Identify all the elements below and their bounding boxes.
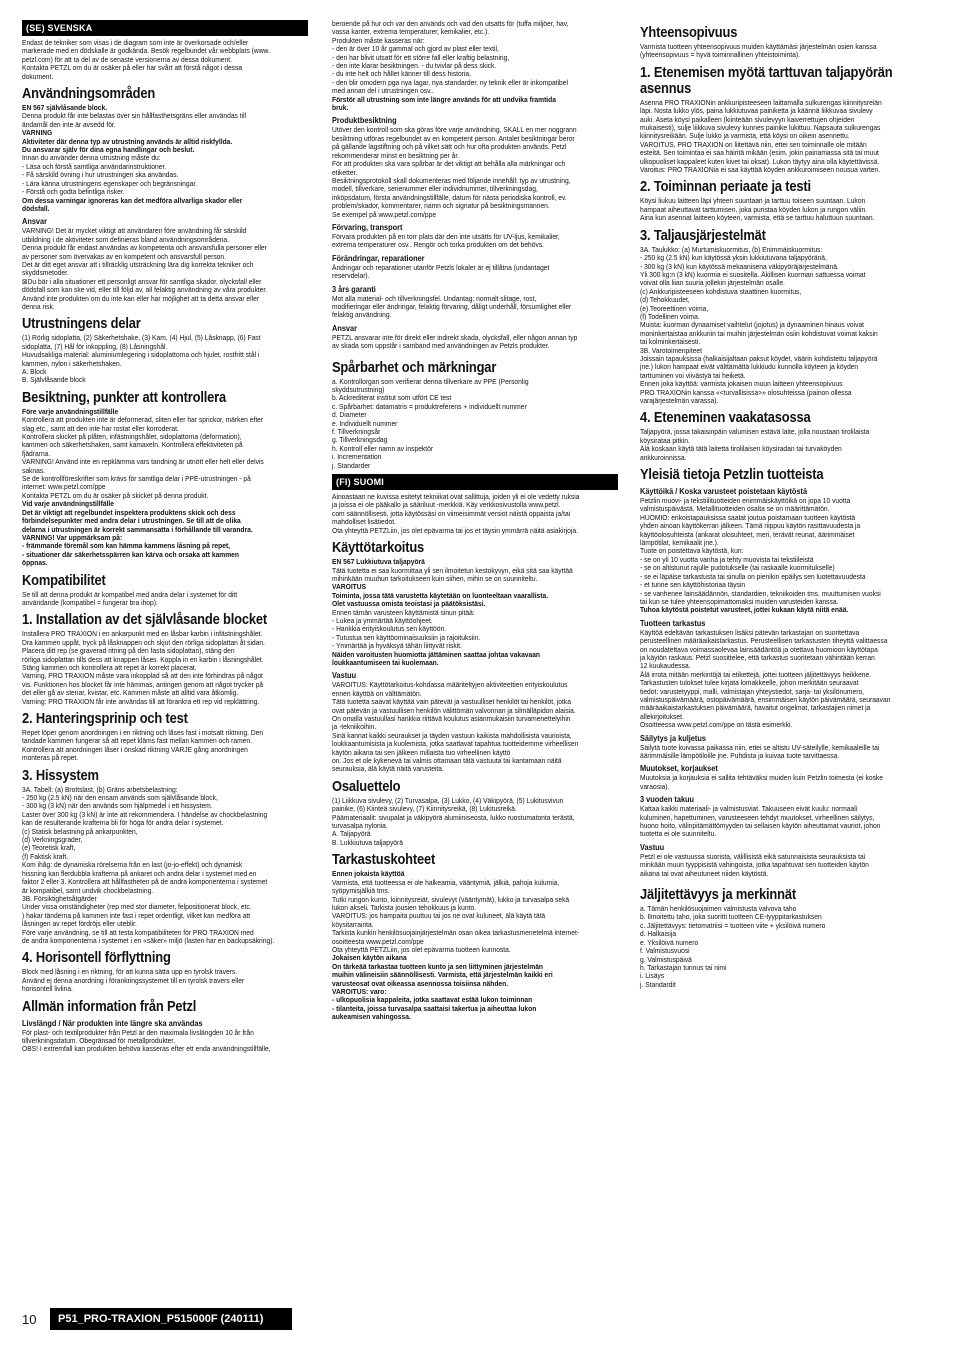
section-heading: Användningsområden xyxy=(22,85,156,103)
paragraph: Mot alla material- och tillverkningsfel. Undantag: normalt slitage, rost, modifieringar eller ändringar, felaktig förvaring, dåligt underhåll, försumlighet eller felaktig användning. xyxy=(332,293,572,320)
section-heading: 3. Hissystem xyxy=(22,766,99,784)
paragraph: Repet löper genom anordningen i en riktning och låses fast i motsatt riktning. Den tandade kammen fungerar så att repet kläms fast mellan kammen och ramen. Kontrollera att anordningen låser i önskad riktning VARJE gång anordningen monteras på repet. xyxy=(22,728,264,763)
section-heading: Osaluettelo xyxy=(332,777,401,795)
text-block xyxy=(640,774,926,791)
page-number: 10 xyxy=(22,1311,37,1327)
text-block xyxy=(22,154,308,196)
spacer xyxy=(640,878,926,882)
subsection-heading: Käyttöikä / Koska varusteet poistetaan käytöstä xyxy=(640,487,808,497)
paragraph: beroende på hur och var den används och vad den utsatts för (tuffa miljöer, hav, vassa kanter, extrema temperaturer, kemikalier, etc.). Produkten måste kasseras när: - den är över 10 år gammal och gjord av plast eller textil, - den har blivit utsatt för ett större fall eller kraftig belastning, - den inte klarar besiktningen. - du tvivlar på dess skick. - du inte helt och hållet känner till dess historia, - den blir omodern pga nya lagar, nya standarder, ny teknik eller är inkompatibel med annan del i utrustningen osv.. xyxy=(332,19,569,96)
text-block xyxy=(22,591,308,608)
section-heading: Tarkastuskohteet xyxy=(332,851,436,869)
paragraph: Petzlin muovi- ja tekstiilituotteiden enimmäiskäyttöikä on jopa 10 vuotta valmistuspäivästä. Metallituotteiden osalta se on määrittämätön. HUOMIO: erikoistapauksissa saatat joutua poistamaan tuotteen käytöstä yhden ainoan käyttökerran jälkeen. Tämä riippuu käytön rasittavuudesta ja käyttöolosuhteista (ankarat olosuhteet, meri, terävät reunat, äärimmäiset lämpötilat, kemikaalit jne.). Tuote on poistettava käytöstä, kun: - se on yli 10 vuotta vanha ja tehty muovista tai tekstiileistä - se on altistunut rajulle pudotukselle (tai raskaalle kuormitukselle) - se ei läpäise tarkastusta tai sinulla on pienikin epäilys sen luotettavuudesta - et tunne sen käyttöhistoriaa täysin - se vanhenee lainsäädännön, standardien, tekniikoiden tms. muuttumisen vuoksi tai kun se tulee yhteensopimattomaksi muiden varusteiden kanssa. xyxy=(640,496,881,606)
bold-paragraph: Före varje användningstillfälle xyxy=(22,406,119,416)
text-block xyxy=(640,428,926,462)
bold-paragraph: Ennen jokaista käyttöä xyxy=(332,869,405,879)
text-block xyxy=(332,96,618,113)
paragraph: 3A. Tabell: (a) Brottslast, (b) Gräns arbetsbelastning: - 250 kg (2.5 kN) när den ensam används som självlåsande block, - 300 kg (3 kN) när den används som hjälpmedel i ett hissystem. Laster över 300 kg (3 kN) är inte att rekommendera. I händelse av chockbelastning kan de resulterande krafterna bli för höga för andra delar i systemet. (c) Statisk belastning på ankarpunkten, (d) Verkningsgrader, (e) Teoretisk kraft, (f) Faktisk kraft. Kom ihåg: de dynamiska rörelserna från en last (jo-jo-effekt) och dynamisk hissning kan flerdubbla krafterna på ankaret och andra delar i systemet med en faktor 2 eller 3. Kontrollera att hållfastheten på de andra komponenterna i systemet är kompatibel, samt undvik chockbelastning. 3B. Försiktighetsåtgärder Under vissa omständigheter (rep med stor diameter, felpositionerat block, etc. ) hakar tänderna på kammen inte fast i repet ordentligt, vilket kan medföra att låsningen av repet fördröjs eller uteblir. Före varje användning, se till att testa kompatibiliteten för PRO TRAXION med de andra komponenterna i systemet i en «säker» miljö (lasten har en backupsäkring). xyxy=(22,784,275,945)
text-block xyxy=(332,264,618,281)
text-block xyxy=(640,43,926,60)
text-block xyxy=(22,630,308,706)
paragraph: Block med låsning i en riktning, för att kunna sätta upp en tyrolsk travers. Använd ej denna anordning i förankringssystemet till en tyrolsk travers eller horisontell livlina. xyxy=(22,967,245,994)
text-block xyxy=(332,583,618,608)
text-block xyxy=(332,567,618,584)
subsection-heading: Ansvar xyxy=(22,217,47,227)
subsection-heading: Vastuu xyxy=(640,842,665,852)
section-heading: 4. Horisontell förflyttning xyxy=(22,949,171,967)
paragraph: Käyttöä edeltävän tarkastuksen lisäksi pätevän tarkastajan on suoritettava perusteellinen määräaikaistarkastus. Perusteellisen tarkastusten tiheyttä valittaessa on noudatettava voimassaolevaa lainsäädäntöä ja otettava huomioon käyttötapa ja käytön raskaus. Petzl suosittelee, että tarkastus suoritetaan vähintään kerran 12 kuukaudessa. Älä irrota mitään merkintöjä tai etikettejä, jottei tuotteen jäljitettävyys heikkene. Tarkastusten tulokset tulee kirjata lomakkeelle, johon merkitään seuraavat tiedot: varustetyyppi, malli, valmistajan yhteystiedot, sarja- tai yksilönumero, valmistuspäivämäärä, ostopäivämäärä, ensimmäisen käytön päivämäärä, seuraavan määräaikaistarkastuksen päivämäärä, havaitut ongelmat, tarkastajien nimet ja allekirjoitukset. Osoitteessa www.petzl.com/ppe on tästä esimerkki. xyxy=(640,627,891,730)
subsection-heading: Produktbesiktning xyxy=(332,116,397,126)
language-header: (SE) SVENSKA xyxy=(22,20,308,36)
bold-paragraph: VAROITUS Toiminta, jossa tätä varustetta käytetään on luonteeltaan vaarallista. Olet vastuussa omista teoistasi ja päätöksistäsi. xyxy=(332,582,549,609)
bold-paragraph: Vid varje användningstillfälle Det är viktigt att regelbundet inspektera produktens skick och dess förbindelsepunkter med andra delar i utrustningen. Se till att de olika delarna i utrustningen är korrekt sammansatta i förhållande till varandra. VARNING! Var uppmärksam på: - främmande föremål som kan hämma kammens låsning på repet, - situationer där säkerhetsspärren kan kärva och orsaka att kammen öppnas. xyxy=(22,499,253,568)
column-1 xyxy=(22,20,308,1054)
paragraph: Petzl ei ole vastuussa suorista, välillisistä eikä satunnaisista seurauksista tai minkään muun tyyppisistä vahingoista, jotka tapahtuvat sen tuotteiden käytön aikana tai ovat aiheutuneet niiden käytöstä. xyxy=(640,851,869,878)
paragraph: Ainoastaan ne kuvissa esitetyt tekniikat ovat sallittuja, joiden yli ei ole vedetty ruksia ja joissa ei ole pääkallo ja sääriluut -merkkiä. Käy verkkosivustolla www.petzl. com säännöllisesti, jotta käytössäsi on viimeisimmät versiot näistä oppaista ja/tai mahdolliset lisätiedot. Ota yhteyttä PETZLiin, jos olet epävarma tai jos et täysin ymmärrä näitä asiakirjoja. xyxy=(332,492,580,535)
section-heading: Käyttötarkoitus xyxy=(332,539,425,557)
subsection-heading: 3 års garanti xyxy=(332,284,376,294)
text-block xyxy=(640,99,926,175)
spacer xyxy=(332,351,618,355)
text-block xyxy=(640,805,926,839)
text-block xyxy=(640,246,926,406)
paragraph: Utöver den kontroll som ska göras före varje användning, SKALL en mer noggrann besiktning utföras regelbundet av en kompetent person. Antalet besiktningar beror på gällande lagstiftning och på vilket sätt och hur ofta produkten används. Petzl rekommenderar minst en besiktning per år. För att produkten ska vara spårbar är det viktigt att behålla alla märkningar och etiketter. Besiktningsprotokoll skall dokumenteras med följande innehåll: typ av utrustning, modell, tillverkare, serienummer eller individnummer, tillverkningsdag, inköpsdatum, första användningstillfälle, datum för nästa periodiska kontroll, ev. problem/skador, kommentarer, namn och signatur på besiktningsmannen. Se exempel på www.petzl.com/ppe xyxy=(332,125,577,219)
paragraph: Tätä tuotetta ei saa kuormittaa yli sen ilmoitetun kestokyvyn, eikä sitä saa käyttää mihinkään muuhun tarkoitukseen kuin siihen, mihin se on suunniteltu. xyxy=(332,565,573,583)
text-block xyxy=(332,797,618,847)
text-block xyxy=(332,681,618,773)
text-block xyxy=(640,744,926,761)
section-heading: Jäljitettävyys ja merkinnät xyxy=(640,886,796,904)
text-block xyxy=(332,493,618,535)
paragraph: Ändringar och reparationer utanför Petzls lokaler är ej tillåtna (undantaget reservdelar). xyxy=(332,262,550,281)
paragraph: Endast de tekniker som visas i de diagram som inte är överkorsade och/eller markerade med en dödskalle är godkända. Besök regelbundet vår webbplats (www. petzl.com) för att ta del av de senaste versionerna av dessa dokument. Kontakta PETZL om du är osäker på eller har svårt att förstå något i dessa dokument. xyxy=(22,38,270,81)
paragraph: Köysi liukuu laitteen läpi yhteen suuntaan ja tarttuu toiseen suuntaan. Lukon hampaat aiheuttavat tarttumisen, joka puristaa köyden lukon ja rungon väliin. Aina kun asennat laitteen köyteen, varmista, että se tarttuu haluttuun suuntaan. xyxy=(640,196,875,223)
text-block xyxy=(22,786,308,946)
paragraph: Ennen tämän varusteen käyttämistä sinun pitää: - Lukea ja ymmärtää käyttöohjeet. - Hankkia erityiskoulutus sen käyttöön. - Tutustua sen käyttöominaisuuksiin ja rajoituksiin. - Ymmärtää ja hyväksyä tähän liittyvät riskit. xyxy=(332,607,481,651)
section-heading: Besiktning, punkter att kontrollera xyxy=(22,388,227,406)
text-block xyxy=(332,295,618,320)
paragraph: Varmista tuotteen yhteensopivuus muiden käyttämäsi järjestelmän osien kanssa (yhteensopivuus = hyvä toiminnallinen yhteistoiminta). xyxy=(640,42,877,60)
text-block xyxy=(332,126,618,218)
text-block xyxy=(640,497,926,606)
text-block xyxy=(332,954,618,1021)
paragraph: Varmista, että tuotteessa ei ole halkeamia, vääntymiä, jälkiä, pahoja kulumia, syöpymisjälkiä tms. Tutki rungon kunto, kiinnitysreiät, sivulevyt (vääntymät), lukko ja turvasalpa sekä lukon akseli. Tarkista jousien tehokkuus ja kunto. VAROITUS: jos hampaita puuttuu tai jos ne ovat kuluneet, älä käytä tätä köysitarrainta. Tarkista kunkin henkilösuojainjärjestelmän osan oikea tarkastusmenetelmä internet- osoitteesta www.petzl.com/ppe Ota yhteyttä PETZLiin, jos olet epävarma tuotteen kunnosta. xyxy=(332,877,580,954)
text-block xyxy=(332,20,618,96)
column-3 xyxy=(640,20,926,989)
subsection-heading: Ansvar xyxy=(332,323,357,333)
text-block xyxy=(332,378,618,470)
bold-paragraph: EN 567 självlåsande block. xyxy=(22,103,108,113)
page-footer xyxy=(22,1308,292,1330)
paragraph: För plast- och textilprodukter från Petzl är den maximala livslängden 10 år från tillverkningsdatum. Obegränsad för metallprodukter. OBS! I extremfall kan produkten behöva kasseras efter ett enda användningstillfälle, xyxy=(22,1027,271,1054)
bold-paragraph: VARNING Aktiviteter där denna typ av utrustning används är alltid riskfyllda. Du ansvarar själv för dina egna handlingar och beslut. xyxy=(22,128,233,155)
paragraph: PETZL ansvarar inte för direkt eller indirekt skada, olycksfall, eller någon annan typ av skada som uppstår i samband med användningen av Petzls produkter. xyxy=(332,332,578,351)
text-block xyxy=(22,729,308,763)
paragraph: Kattaa kaikki materiaali- ja valmistusviat. Takuuseen eivät kuulu: normaali kuluminen, hapettuminen, varusteeseen tehdyt muutokset, virheellinen säilytys, huono hoito, välinpitämättömyyden tai sellaisen käytön aiheuttamat vauriot, johon tuotetta ei ole suunniteltu. xyxy=(640,804,881,839)
subsection-heading: Livslängd / När produkten inte längre ska användas xyxy=(22,1018,203,1028)
bold-paragraph: EN 567 Lukkiutuva taljapyörä xyxy=(332,557,425,567)
subsection-heading: 3 vuoden takuu xyxy=(640,795,695,805)
section-heading: Spårbarhet och märkningar xyxy=(332,358,497,376)
paragraph: Taljapyörä, jossa takaisinpäin valumisen estävä laite, jolla noustaan tirolilaista köysirataa pitkin. Älä koskaan käytä tätä laitetta tirolilaisen köysiradan tai turvaköyden ankkuroinnissa. xyxy=(640,427,870,462)
column-2 xyxy=(332,20,618,1022)
section-heading: Utrustningens delar xyxy=(22,315,141,333)
paragraph: Installera PRO TRAXION i en ankarpunkt med en låsbar karbin i infästningshålet. Dra kammen uppåt, tryck på låsknappen och skjut den rörliga sidoplattan åt sidan. Placera ditt rep (se graverad ritning på den fasta sidoplattan), stäng den rörliga sidoplattan tills dess att knappen låses. Koppla in en karbin i låsningshålet. Stäng kammen och kontrollera att repet är korrekt placerat. Varning, PRO TRAXION måste vara inkopplad så att den inte förhindras på något vis. Funktionen hos blocket får inte hämmas, antingen genom att något trycker på det eller gå av stenar, kvistar, etc. Kammen måste att alltid vara åtkomlig. Varning: PRO TRAXION får inte användas till att förankra ett rep vid repklättring. xyxy=(22,629,266,706)
text-block xyxy=(332,651,618,668)
text-block xyxy=(22,416,308,500)
text-block xyxy=(640,629,926,730)
paragraph: VARNING! Det är mycket viktigt att användaren före användning får särskild utbildning i de aktiviteter som definieras bland användningsområdena. Denna produkt får endast användas av kompetenta och ansvarsfulla personer eller av personer som övervakas av en kompetent och ansvarsfull person. Det är ditt eget ansvar att i tillräcklig utsträckning lära dig korrekta tekniker och skyddsmetoder. ⊠Du bär i alla situationer ett personligt ansvar för samtliga skador, olycksfall eller dödsfall som kan ske vid, eller till följd av, all felaktig användning av våra produkter. Använd inte produkten om du inte kan eller har möjlighet att ta detta ansvar eller denna risk. xyxy=(22,226,268,311)
paragraph: Denna produkt får inte belastas över sin hållfasthetsgräns eller användas till ändamål den inte är avsedd för. xyxy=(22,111,247,129)
section-heading: Yhteensopivuus xyxy=(640,24,738,41)
text-block xyxy=(22,39,308,81)
section-heading: Allmän information från Petzl xyxy=(22,997,197,1015)
paragraph: Se till att denna produkt är kompatibel med andra delar i systemet för ditt användande (kompatibel = fungerar bra ihop). xyxy=(22,589,238,607)
bold-paragraph: Näiden varoitusten huomiotta jättäminen saattaa johtaa vakavaan loukkaantumiseen tai kuolemaan. xyxy=(332,649,541,667)
bold-paragraph: Förstör all utrustning som inte längre används för att undvika framtida bruk. xyxy=(332,94,556,113)
section-heading: Kompatibilitet xyxy=(22,571,106,589)
paragraph: a. Kontrollorgan som verifierar denna tillverkare av PPE (Personlig skyddsutrustning) b. Ackrediterat institut som utfört CE test c. Spårbarhet: datamatris = produktreferens + individuellt nummer d. Diameter e. Individuellt nummer f. Tillverkningsår g. Tillverkningsdag h. Kontroll eller namn av inspektör i. Incrementation j. Standarder xyxy=(332,376,529,470)
paragraph: Säilytä tuote kuivassa paikassa niin, ettei se altistu UV-säteilylle, kemikaaleille tai äärimmäisille lämpötiloille jne. Puhdista ja kuivaa tuote tarvittaessa. xyxy=(640,742,880,760)
section-heading: 2. Hanteringsprinip och test xyxy=(22,710,188,727)
bold-paragraph: Jokaisen käytön aikana On tärkeää tarkastaa tuotteen kunto ja sen liittyminen järjestelmän muihin välineisiin säännöllisesti. Varmista, että järjestelmän kaikki eri varusteosat ovat oikeassa asennossa toisiinsa nähden. VAROITUS: varo: - ulkopuolisia kappaleita, jotka saattavat estää lukon toiminnan - tilanteita, joissa turvasalpa saattaisi takertua ja aiheuttaa lukon aukeamisen vahingossa. xyxy=(332,953,553,1022)
text-block xyxy=(22,129,308,154)
subsection-heading: Säilytys ja kuljetus xyxy=(640,733,706,743)
text-block xyxy=(22,1029,308,1054)
text-block xyxy=(640,197,926,222)
section-heading: 1. Installation av det självlåsande blocket xyxy=(22,611,267,629)
subsection-heading: Förvaring, transport xyxy=(332,222,403,232)
text-block xyxy=(640,606,926,614)
subsection-heading: Förändringar, reparationer xyxy=(332,253,425,263)
text-block xyxy=(332,879,618,955)
section-heading: 2. Toiminnan periaate ja testi xyxy=(640,178,811,196)
subsection-heading: Vastuu xyxy=(332,671,357,681)
text-block xyxy=(22,500,308,567)
section-heading: 3. Taljausjärjestelmät xyxy=(640,226,766,244)
paragraph: Förvara produkten på en torr plats där den inte utsätts för UV-ljus, kemikalier, extrema temperaturer osv.. Rengör och torka produkten om det behövs. xyxy=(332,231,560,250)
text-block xyxy=(332,233,618,250)
bold-paragraph: Om dessa varningar ignoreras kan det medföra allvarliga skador eller dödsfall. xyxy=(22,195,243,213)
paragraph: VAROITUS: Käyttötarkoitus-kohdassa määriteltyjen aktiviteettien erityiskoulutus ennen käyttöä on välttämätön. Tätä tuotetta saavat käyttää vain pätevät ja vastuulliset henkilöt tai henkilöt, jotka ovat pätevän ja vastuullisen henkilön välittömän valvonnan ja silmälläpidon alaisia. On omalla vastuullasi hankkia riittävä koulutus asianmukaisiin turvamenettelyihin ja -tekniikoihin. Sinä kannat kaikki seuraukset ja täyden vastuun kaikista mahdollisista vaurioista, loukkaantumisista ja kuolemista, jotka saattavat tapahtua tuotteidemme virheellisen käytön aikana tai sen jälkeen millaista tuo virheellinen käyttö on. Jos et ole kykenevä tai valmis ottamaan tätä vastuuta tai kantamaan näitä seurauksia, älä käytä näitä varusteita. xyxy=(332,680,579,774)
text-block xyxy=(22,197,308,214)
paragraph: (1) Liikkuva sivulevy, (2) Turvasalpa, (3) Lukko, (4) Väkipyörä, (5) Lukitusvivun painike, (6) Kiinteä sivulevy, (7) Kiinnitysreikä, (8) Lukitusreikä. Päämateriaalit: sivupalat ja väkipyörä alumiiniseosta, lukko ruostumatonta terästä, turvasalpa nylonia. A. Taljapyörä B. Lukkiutuva taljapyörä xyxy=(332,795,575,847)
text-block xyxy=(22,227,308,311)
section-heading: 1. Etenemisen myötä tarttuvan taljapyörän asennus xyxy=(640,63,893,97)
paragraph: Muutoksia ja korjauksia ei sallita tehtäväksi muiden kuin Petzlin toimesta (ei koske varaosia). xyxy=(640,773,883,791)
text-block xyxy=(22,334,308,384)
text-block xyxy=(332,334,618,351)
text-block xyxy=(640,853,926,878)
subsection-heading: Muutokset, korjaukset xyxy=(640,764,718,774)
document-code: P51_PRO-TRAXION_P515000F (240111) xyxy=(50,1308,292,1330)
paragraph: a. Tämän henkilösuojaimen valmistusta valvova taho b. Ilmoitettu taho, joka suoritti tuotteen CE-tyyppitarkastuksen c. Jäljitettävyys: tietomatriisi = tuotteen viite + yksilöivä numero d. Halkaisija e. Yksilöivä numero f. Valmistusvuosi g. Valmistuspäivä h. Tarkastajan tunnus tai nimi i. Lisäys j. Standardit xyxy=(640,904,826,989)
bold-paragraph: Tuhoa käytöstä poistetut varusteet, jottei kukaan käytä niitä enää. xyxy=(640,605,849,615)
text-block xyxy=(640,905,926,989)
paragraph: 3A. Taulukko: (a) Murtumiskuormitus, (b) Enimmäiskuormitus: - 250 kg (2.5 kN) kun käytössä yksin lukkiutuvana taljapyöränä, - 300 kg (3 kN) kun käytössä mekaanisena väkipyöräjärjestelmänä. Yli 300 kg:n (3 kN) kuormia ei suositella. Äkillisen kuorman sattuessa voimat voivat olla liian suuria jollekin järjestelmän osalle. (c) Ankkuripisteeseen kohdistuva staattinen kuormitus, (d) Tehokkuudet, (e) Teoreettinen voima, (f) Todellinen voima. Muista: kuorman dynaamiset vaihtelut (jojotus) ja dynaaminen hinaus voivat moninkertaistaa ankkuriin tai muihin järjestelmän osiin kohdistuvat voimat kaksin tai kolminkertaisesti. 3B. Varotoimenpiteet Joissain tapauksissa (halkaisijaltaan paksut köydet, väärin kohdistettu taljapyörä jne.) lukon hampaat eivät välttämättä lukkiudu kunnolla köyteen ja köyden tarttuminen voi viivästyä tai heiketä. Ennen joka käyttöä: varmista jokaisen muun laitteen yhteensopivuus PRO TRAXIONin kanssa «<turvallisissa>» olosuhteissa (painon ollessa varajärjestelmän varassa). xyxy=(640,244,878,405)
text-block xyxy=(22,112,308,129)
section-heading: 4. Eteneminen vaakatasossa xyxy=(640,409,811,427)
language-header: (FI) SUOMI xyxy=(332,474,618,490)
paragraph: Asenna PRO TRAXIONin ankkuripisteeseen laittamalla sulkurengas kiinnitysreiän läpi. Nosta lukko ylös, paina lukkiutuvaa painiketta ja käännä liikkuvaa sivulevy auki. Aseta köysi paikalleen (kiinteään sivulevyyn kaiverrettujen ohjeiden mukaisesti), sulje liikkuva sivulevy kunnes painike lukittuu. Napsauta sulkurengas kiinnitysreikään. Sulje lukko ja varmista, että köysi on oikein asennettu. VAROITUS, PRO TRAXION on liitettävä niin, ettei sen toiminnalle ole mitään esteitä. Sen toimintaa ei saa häiritä mikään (esim. jokin painamassa sitä tai muut ulkopuoliset kappaleet kuten kivet tai oksat). Lukon täytyy aina olla käytettävissä. Varoitus: PRO TRAXIONia ei saa käyttää köyden ankkuroimiseen nousua varten. xyxy=(640,97,882,175)
section-heading: Yleisiä tietoja Petzlin tuotteista xyxy=(640,466,824,484)
paragraph: Kontrollera att produkten inte är deformerad, sliten eller har sprickor, märken efter slag etc., samt att den inte har rostat eller korroderat. Kontrollera skicket på plåten, infästningshålet, sidoplattorna (deformation), kammen och säkerhetshaken, samt kamaxeln. Kontrollera effektiviteten på fjädrarna. VARNING! Använd inte en repklämma vars tandning är utnött eller helt eller delvis saknas. Se de kontrollföreskrifter som krävs för samtliga delar i PPE-utrustningen - på internet: www.petzl.com/ppe Kontakta PETZL om du är osäker på skicket på denna produkt. xyxy=(22,415,264,500)
paragraph: (1) Rörlig sidoplatta, (2) Säkerhetshake, (3) Kam, (4) Hjul, (5) Låsknapp, (6) Fast sidoplatta, (7) Hål för inkoppling, (8) Låsningshål. Huvudsakliga material: aluminiumlegering i sidoplattorna och hjulet, rostfritt stål i kammen, nylon i säkerhetshaken. A. Block B. Självlåsande block xyxy=(22,333,261,385)
text-block xyxy=(22,968,308,993)
subsection-heading: Tuotteen tarkastus xyxy=(640,618,706,628)
text-block xyxy=(332,609,618,651)
paragraph: Innan du använder denna utrustning måste du: - Läsa och förstå samtliga användarinstruktioner. - Få särskild övning i hur utrustningen ska användas. - Lära känna utrustningens egenskaper och begränsningar. - Förstå och godta befintliga risker. xyxy=(22,153,198,197)
